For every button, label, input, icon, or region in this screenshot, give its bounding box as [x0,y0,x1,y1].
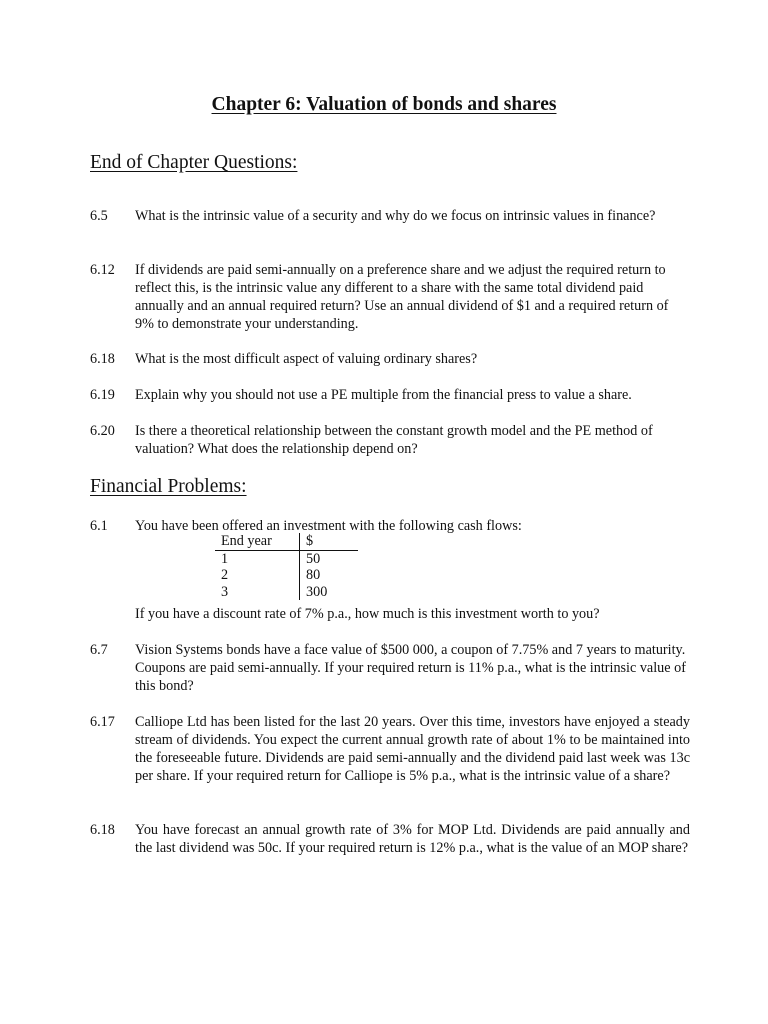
section-heading-text: End of Chapter Questions: [90,152,298,173]
problem-number: 6.17 [90,714,115,730]
problem-number: 6.18 [90,822,115,838]
problem-6-18 [90,821,690,857]
page-title-text: Chapter 6: Valuation of bonds and shares [211,94,557,115]
question-number: 6.5 [90,208,108,224]
question-text: Explain why you should not use a PE multiple from the financial press to value a share. [135,387,632,403]
table-header-row [215,533,358,550]
page-title [0,93,768,117]
cash-flow-table [215,533,358,600]
section-heading-text: Financial Problems: [90,476,247,497]
problem-6-1-followup: If you have a discount rate of 7% p.a., how much is this investment worth to you? [135,606,600,622]
problem-6-1 [90,517,690,535]
table-cell-amount: 50 [306,550,321,567]
table-header-end-year: End year [215,533,300,550]
section-heading-end-of-chapter [90,151,297,175]
problem-text: You have been offered an investment with the following cash flows: [135,518,522,534]
question-number: 6.19 [90,387,115,403]
table-row [215,550,358,567]
question-number: 6.20 [90,423,115,439]
question-text: What is the most difficult aspect of valuing ordinary shares? [135,351,478,367]
problem-text: You have forecast an annual growth rate of 3% for MOP Ltd. Dividends are paid annually and the last dividend was 50c. If your required return is 12% p.a., what is the value of an MOP share? [135,822,690,856]
question-number: 6.18 [90,351,115,367]
question-text: If dividends are paid semi-annually on a preference share and we adjust the required return to reflect this, is the intrinsic value any different to a share with the same total dividend paid annually and an annual required return? Use an annual dividend of $1 and a required return of 9% to demonstrate your understanding. [135,262,669,332]
problem-number: 6.1 [90,518,108,534]
question-text: Is there a theoretical relationship between the constant growth model and the PE method of valuation? What does the relationship depend on? [135,423,653,457]
problem-text: Vision Systems bonds have a face value of $500 000, a coupon of 7.75% and 7 years to maturity. Coupons are paid semi-annually. If your required return is 11% p.a., what is the intrinsic value of this bond? [135,642,686,694]
table-header-amount: $ [300,533,359,550]
problem-6-7 [90,641,690,695]
table-row [215,584,358,601]
problem-text: Calliope Ltd has been listed for the last 20 years. Over this time, investors have enjoyed a steady stream of dividends. You expect the current annual growth rate of about 1% to be maintained into the foreseeable future. Dividends are paid semi-annually and the dividend paid last week was 13c per share. If your required return for Calliope is 5% p.a., what is the intrinsic value of a share? [135,714,690,784]
table-cell-amount: 80 [306,567,321,583]
question-6-12 [90,261,690,333]
question-6-18 [90,350,690,368]
question-number: 6.12 [90,262,115,278]
table-cell-year: 3 [215,584,300,601]
problem-number: 6.7 [90,642,108,658]
section-heading-financial-problems [90,475,247,499]
question-6-5 [90,207,690,225]
question-text: What is the intrinsic value of a security and why do we focus on intrinsic values in finance? [135,208,656,224]
table-cell-amount: 300 [306,583,328,600]
table-cell-year: 2 [215,567,300,584]
problem-6-17 [90,713,690,785]
table-row [215,567,358,584]
table-cell-year: 1 [215,550,300,567]
question-6-20 [90,422,690,458]
question-6-19 [90,386,690,404]
